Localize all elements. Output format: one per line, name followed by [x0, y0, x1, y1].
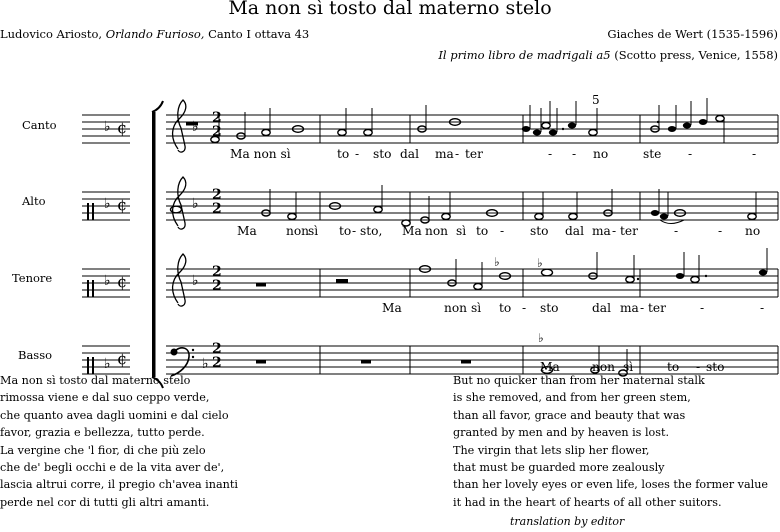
incipit-time-canto: ¢ [117, 118, 128, 137]
lyric: - [500, 224, 505, 238]
time-top: 2 [212, 264, 222, 280]
voice-label-alto: Alto [22, 194, 46, 208]
lyric: sto [373, 147, 392, 161]
lyric: - [455, 147, 460, 161]
lyric: sto [530, 224, 549, 238]
poem-line: granted by men and by heaven is lost. [453, 426, 670, 440]
lyric: sì [308, 224, 319, 238]
poem-line: than all favor, grace and beauty that was [453, 408, 686, 422]
time-top: 2 [212, 341, 222, 357]
svg-text:♭: ♭ [537, 256, 543, 270]
lyric: sto [540, 301, 559, 315]
poem-english [453, 372, 768, 511]
svg-text:♭: ♭ [538, 331, 544, 345]
lyric: - [640, 301, 645, 315]
composer: Giaches de Wert (1535-1596) [607, 27, 778, 41]
lyric: Ma [382, 301, 402, 315]
lyric: Ma [540, 360, 560, 374]
time-top: 2 [212, 187, 222, 203]
poem-line: than her lovely eyes or even life, loses the former value [453, 478, 769, 492]
incipit-time-basso: ¢ [117, 349, 128, 368]
lyric: ter [465, 147, 483, 161]
lyric: - [760, 301, 765, 315]
lyric: sto [706, 360, 725, 374]
poem-line: che quanto avea dagli uomini e dal cielo [0, 408, 229, 422]
lyric: - [612, 224, 617, 238]
svg-text:♭: ♭ [192, 119, 199, 135]
lyric: - [352, 224, 357, 238]
lyric: sì [471, 301, 482, 315]
lyric: Ma non sì [230, 147, 291, 161]
svg-text:♭: ♭ [192, 273, 199, 289]
poem-line: rimossa viene e dal suo ceppo verde, [0, 391, 210, 405]
lyric: non [425, 224, 449, 238]
source-book: Il primo libro de madrigali a5 [438, 48, 611, 62]
svg-text:♭: ♭ [104, 356, 111, 372]
poem-line: perde nel cor di tutti gli altri amanti. [0, 495, 210, 509]
time-sig-tenore [212, 265, 222, 293]
lyric: Ma [402, 224, 422, 238]
svg-text:♭: ♭ [192, 196, 199, 212]
lyric: to [499, 301, 512, 315]
lyric: non [444, 301, 468, 315]
svg-text:♭: ♭ [494, 255, 500, 269]
lyric: ter [620, 224, 638, 238]
system-bracket [152, 101, 163, 388]
poem-line: favor, grazia e bellezza, tutto perde. [0, 426, 205, 440]
staff-lines [82, 115, 778, 374]
poem-line: The virgin that lets slip her flower, [453, 443, 650, 457]
lyric: no [745, 224, 761, 238]
svg-text:♭: ♭ [104, 196, 111, 212]
lyric: - [718, 224, 723, 238]
time-sig-alto [212, 188, 222, 216]
lyric: to [339, 224, 352, 238]
svg-text:♭: ♭ [104, 119, 111, 135]
poem-line: che de' begli occhi e de la vita aver de', [0, 461, 225, 475]
lyric: sto, [360, 224, 383, 238]
lyric: ter [648, 301, 666, 315]
lyric: no [593, 147, 609, 161]
poem-line: Ma non sì tosto dal materno stelo [0, 374, 191, 387]
lyric: ste [643, 147, 662, 161]
main-clefs [171, 100, 195, 376]
canto-location: Canto I ottava 43 [208, 27, 310, 41]
key-signature [104, 119, 209, 372]
time-bottom: 2 [212, 278, 222, 294]
poem-line: it had in the heart of hearts of all other suitors. [453, 495, 722, 509]
accidentals [494, 255, 544, 345]
time-top: 2 [212, 110, 222, 126]
incipit-time-tenore: ¢ [117, 272, 128, 291]
lyric: sì [623, 360, 634, 374]
lyric: - [752, 147, 757, 161]
measure-number: 5 [592, 93, 600, 107]
poem-line: is she removed, and from her green stem, [453, 391, 691, 405]
poem-line: But no quicker than from her maternal stalk [453, 374, 705, 387]
poem-line: La vergine che 'l fior, di che più zelo [0, 443, 206, 457]
lyric: - [548, 147, 553, 161]
poem-italian [0, 372, 238, 511]
page-title: Ma non sì tosto dal materno stelo [228, 0, 552, 19]
lyric: non [286, 224, 310, 238]
lyric: ma [592, 224, 611, 238]
poet-name: Ludovico Ariosto, [0, 27, 103, 41]
svg-text:♭: ♭ [202, 356, 209, 372]
rests [186, 122, 471, 364]
lyric: - [700, 301, 705, 315]
time-sig-canto [212, 111, 222, 139]
lyric: - [522, 301, 527, 315]
translation-credit: translation by editor [510, 515, 625, 528]
lyric: - [688, 147, 693, 161]
voice-label-tenore: Tenore [12, 271, 53, 285]
lyric: to [476, 224, 489, 238]
lyric: ma [435, 147, 454, 161]
lyric: Ma [237, 224, 257, 238]
time-sig-basso [212, 342, 222, 370]
voice-label-basso: Basso [18, 348, 53, 362]
lyric: dal [565, 224, 584, 238]
tie [660, 220, 684, 224]
time-bottom: 2 [212, 355, 222, 371]
time-bottom: 2 [212, 201, 222, 217]
lyric: to [337, 147, 350, 161]
lyric: - [674, 224, 679, 238]
incipit-time-alto: ¢ [117, 195, 128, 214]
poem-line: that must be guarded more zealously [453, 461, 665, 475]
lyric: - [696, 360, 701, 374]
lyric: non [592, 360, 616, 374]
lyric: ma [620, 301, 639, 315]
lyric: sì [456, 224, 467, 238]
lyric: - [355, 147, 360, 161]
lyric: - [572, 147, 577, 161]
svg-text:♭: ♭ [104, 273, 111, 289]
lyric: to [667, 360, 680, 374]
voice-label-canto: Canto [22, 118, 57, 132]
time-bottom: 2 [212, 124, 222, 140]
lyric: dal [592, 301, 611, 315]
poem-line: lascia altrui corre, il pregio ch'avea inanti [0, 478, 238, 492]
source-publisher: (Scotto press, Venice, 1558) [614, 48, 778, 62]
incipit-clefs [88, 203, 93, 374]
lyric: dal [400, 147, 419, 161]
work-title: Orlando Furioso, [105, 27, 205, 41]
